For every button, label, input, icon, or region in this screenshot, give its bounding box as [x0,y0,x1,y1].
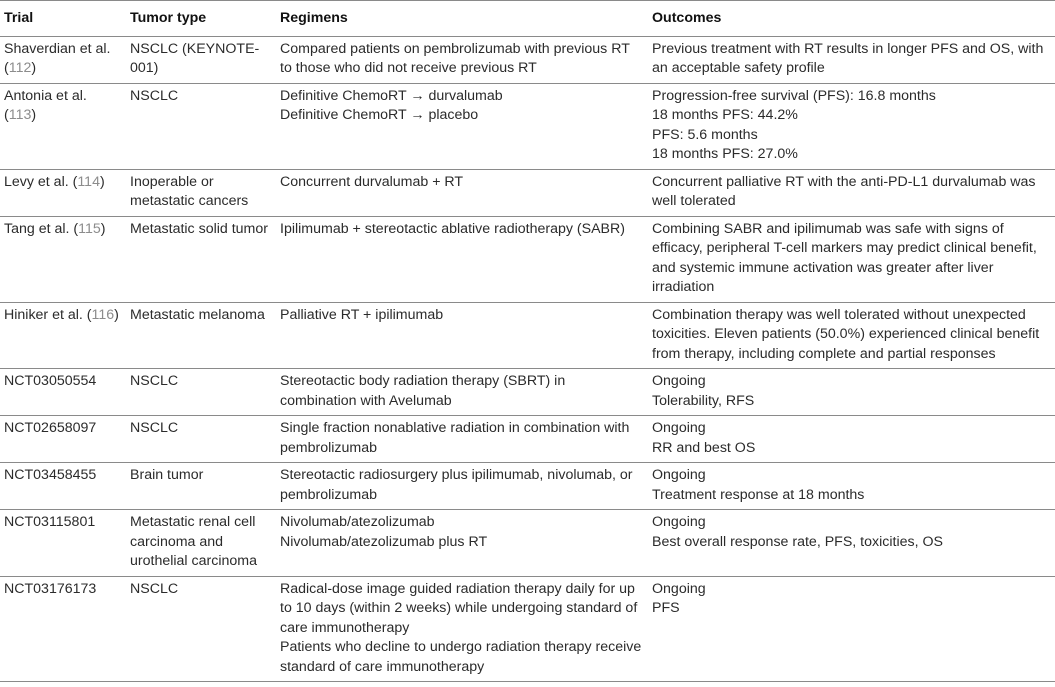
tumor-type-cell: NSCLC [126,416,276,463]
trial-cell [0,83,126,169]
regimen-line: Stereotactic radiosurgery plus ipilimumab, nivolumab, or pembrolizumab [280,467,633,503]
regimen-line: Radical-dose image guided radiation therapy daily for up to 10 days (within 2 weeks) while undergoing standard of care immunotherapy [280,580,638,636]
table-row [0,216,1055,302]
regimen-line: Palliative RT + ipilimumab [280,306,444,323]
outcomes-cell [648,36,1055,83]
tumor-type-cell: Brain tumor [126,463,276,510]
trial-name: NCT03115801 [4,514,96,530]
reference-link[interactable]: 116 [91,306,115,323]
regimen-line: Nivolumab/atezolizumab [280,514,435,530]
outcome-line: Ongoing [652,373,706,389]
header-regimens: Regimens [276,1,648,37]
outcomes-cell [648,302,1055,369]
trial-cell [0,369,126,416]
reference-link[interactable]: 113 [8,107,32,123]
regimen-line: Concurrent durvalumab + RT [280,173,464,190]
header-outcomes: Outcomes [648,1,1055,37]
trial-name-suffix: ) [31,60,37,76]
table-row [0,463,1055,510]
outcome-line: 18 months PFS: 27.0% [652,146,798,162]
outcome-line: Combination therapy was well tolerated without unexpected toxicities. Eleven patients (50.0%) experienced clinical benefit from therapy, including complete and partial responses [652,306,1040,362]
trial-name-suffix: ) [99,173,105,190]
table-row [0,416,1055,463]
trial-name-suffix: ) [114,306,119,323]
reference-link[interactable]: 114 [77,173,100,190]
trial-name: NCT03176173 [4,580,97,597]
table-row [0,83,1055,169]
trial-cell [0,216,126,302]
trial-name: NCT03050554 [4,373,97,389]
trial-name-suffix: ) [100,220,106,237]
reference-link[interactable]: 112 [8,60,32,76]
outcomes-cell [648,83,1055,169]
outcome-line: Concurrent palliative RT with the anti-PD-L1 durvalumab was well tolerated [652,173,1036,209]
header-trial: Trial [0,1,126,37]
regimens-cell [276,169,648,216]
regimens-cell [276,36,648,83]
tumor-type-cell: Inoperable or metastatic cancers [126,169,276,216]
trial-cell [0,36,126,83]
table-row [0,169,1055,216]
trial-name: Antonia et al. ( [4,87,87,123]
table-row [0,510,1055,577]
trial-name: Levy et al. ( [4,173,78,190]
outcomes-cell [648,216,1055,302]
outcome-line: Ongoing [652,514,706,530]
outcome-line: Tolerability, RFS [652,392,755,409]
outcome-line: Combining SABR and ipilimumab was safe with signs of efficacy, peripheral T-cell markers may predict clinical benefit, and systemic immune activation was greater after liver irradiation [652,220,1037,295]
outcome-line: Ongoing [652,467,706,483]
trial-name-suffix: ) [31,107,37,123]
outcome-line: 18 months PFS: 44.2% [652,107,798,123]
regimen-line: Ipilimumab + stereotactic ablative radiotherapy (SABR) [280,220,625,237]
regimen-line: Nivolumab/atezolizumab plus RT [280,533,488,550]
outcomes-cell [648,369,1055,416]
trial-cell [0,302,126,369]
tumor-type-cell: NSCLC [126,576,276,682]
tumor-type-cell: Metastatic melanoma [126,302,276,369]
tumor-type-cell: NSCLC [126,83,276,169]
outcome-line: Ongoing [652,420,706,436]
table-row [0,369,1055,416]
trial-cell [0,576,126,682]
trial-name: Tang et al. ( [4,220,79,237]
outcomes-cell [648,169,1055,216]
tumor-type-cell: Metastatic renal cell carcinoma and urothelial carcinoma [126,510,276,577]
outcome-line: PFS: 5.6 months [652,126,758,143]
trial-name: NCT02658097 [4,420,97,436]
trial-cell [0,510,126,577]
tumor-type-cell: NSCLC (KEYNOTE-001) [126,36,276,83]
regimens-cell [276,416,648,463]
trial-name: NCT03458455 [4,467,97,483]
outcome-line: Previous treatment with RT results in longer PFS and OS, with an acceptable safety profile [652,40,1044,76]
outcome-line: Progression-free survival (PFS): 16.8 months [652,87,936,104]
regimens-cell [276,216,648,302]
regimens-cell [276,463,648,510]
trial-name: Hiniker et al. ( [4,306,92,323]
outcome-line: RR and best OS [652,439,756,456]
outcomes-cell [648,510,1055,577]
outcome-line: Best overall response rate, PFS, toxicities, OS [652,533,943,550]
regimens-cell [276,576,648,682]
header-tumor-type: Tumor type [126,1,276,37]
table-row [0,36,1055,83]
trial-name: Shaverdian et al. ( [4,40,111,76]
regimen-line: Stereotactic body radiation therapy (SBRT) in combination with Avelumab [280,373,566,409]
outcomes-cell [648,576,1055,682]
table-row [0,302,1055,369]
outcomes-cell [648,463,1055,510]
outcomes-cell [648,416,1055,463]
table-row [0,576,1055,682]
trial-cell [0,416,126,463]
regimens-cell [276,302,648,369]
regimen-line: Compared patients on pembrolizumab with previous RT to those who did not receive previous RT [280,40,630,76]
trial-cell [0,169,126,216]
header-row [0,1,1055,37]
trial-cell [0,463,126,510]
regimen-line: Definitive ChemoRT → durvalumab [280,87,503,104]
reference-link[interactable]: 115 [78,220,101,237]
outcome-line: Treatment response at 18 months [652,486,865,503]
tumor-type-cell: NSCLC [126,369,276,416]
regimens-cell [276,83,648,169]
outcome-line: PFS [652,600,680,616]
outcome-line: Ongoing [652,580,706,597]
regimen-line: Patients who decline to undergo radiation therapy receive standard of care immunotherapy [280,639,642,675]
tumor-type-cell: Metastatic solid tumor [126,216,276,302]
regimen-line: Definitive ChemoRT → placebo [280,107,479,123]
regimens-cell [276,369,648,416]
regimen-line: Single fraction nonablative radiation in combination with pembrolizumab [280,420,630,456]
regimens-cell [276,510,648,577]
